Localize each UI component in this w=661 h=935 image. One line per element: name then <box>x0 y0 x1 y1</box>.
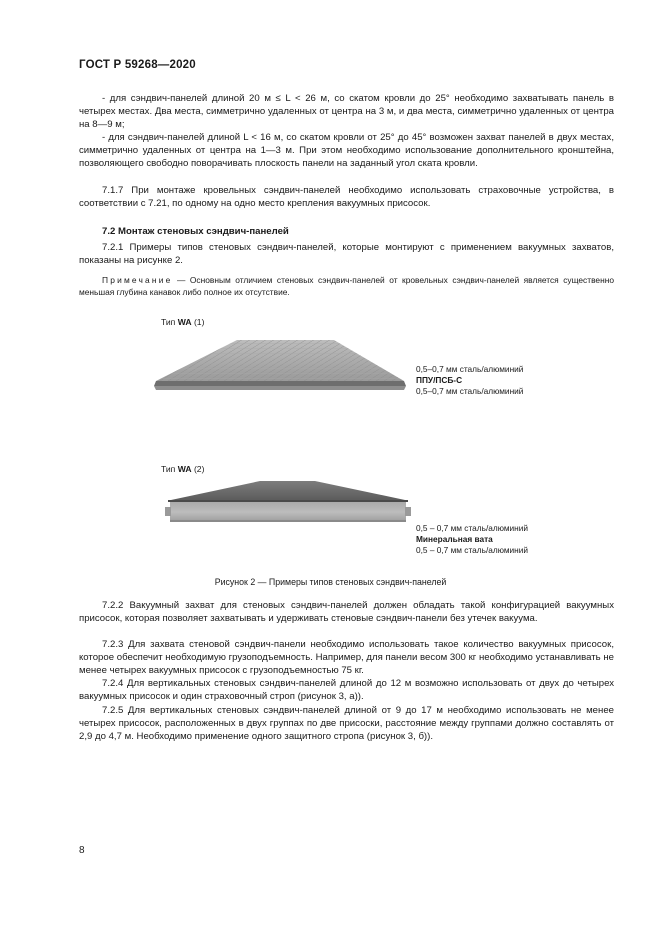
paragraph-7-2-4: 7.2.4 Для вертикальных стеновых сэндвич-панелей длиной до 12 м возможно использовать от двух до четырех вакуумных присосок и один страховочный строп (рисунок 3, а)). <box>79 678 614 702</box>
panel-wa1-image <box>152 336 410 394</box>
type1-label: Тип WA (1) <box>161 317 205 327</box>
paragraph-7-1-7: 7.1.7 При монтаже кровельных сэндвич-панелей необходимо использовать страховочные устройства, в соответствии с 7.21, по одному на одно место крепления вакуумных присосок. <box>79 185 614 209</box>
figure-caption: Рисунок 2 — Примеры типов стеновых сэндвич-панелей <box>214 577 447 587</box>
note-text: — Основным отличием стеновых сэндвич-панелей от кровельных сэндвич-панелей является существенно меньшая глубина канавок либо полное их отсутствие. <box>79 275 614 297</box>
type2-label: Тип WA (2) <box>161 464 205 474</box>
type2-specs: 0,5 – 0,7 мм сталь/алюминий Минеральная вата 0,5 – 0,7 мм сталь/алюминий <box>416 523 529 555</box>
page-number: 8 <box>79 845 85 856</box>
paragraph-7-2-3: 7.2.3 Для захвата стеновой сэндвич-панели необходимо использовать такое количество вакуумных присосок, которое обеспечит необходимую грузоподъемность. Например, для панели весом 300 кг необходимо устанавливать не менее четырех вакуумных присосок с грузоподъемностью 75 кг. <box>79 639 614 676</box>
type1-specs: 0,5–0,7 мм сталь/алюминий ППУ/ПСБ-С 0,5–0,7 мм сталь/алюминий <box>416 364 524 396</box>
paragraph-7-2-2: 7.2.2 Вакуумный захват для стеновых сэндвич-панелей должен обладать такой конфигурацией вакуумных присосок, которая позволяет захватывать и удерживать стеновые сэндвич-панели без утечек вакуума. <box>79 600 614 624</box>
paragraph-7-2-1: 7.2.1 Примеры типов стеновых сэндвич-панелей, которые монтируют с применением вакуумных захватов, показаны на рисунке 2. <box>79 242 614 266</box>
note <box>79 275 614 298</box>
panel-wa2-image <box>165 478 411 526</box>
note-label: Примечание <box>102 275 173 285</box>
paragraph-roof-16m: - для сэндвич-панелей длиной L < 16 м, со скатом кровли от 25° до 45° возможен захват панелей в двух местах, симметрично удаленных от центра на 1—3 м. При этом необходимо использование дополнительного кронштейна, позволяющего свободно поворачивать плоскость панели на заданный угол ската кровли. <box>79 132 614 169</box>
paragraph-roof-20-26m: - для сэндвич-панелей длиной 20 м ≤ L < 26 м, со скатом кровли до 25° необходимо захватывать панель в четырех местах. Два места, симметрично удаленных от центра на 3 м, и два места, симметрично удаленных от центра на 8—9 м; <box>79 93 614 130</box>
section-heading-7-2: 7.2 Монтаж стеновых сэндвич-панелей <box>102 226 289 237</box>
paragraph-7-2-5: 7.2.5 Для вертикальных стеновых сэндвич-панелей длиной от 9 до 17 м необходимо использовать не менее четырех присосок, расположенных в двух группах по две присоски, расстояние между группами должно составлять от 2,9 до 4,7 м. Необходимо применение одного защитного стропа (рисунок 3, б)). <box>79 705 614 742</box>
document-header: ГОСТ Р 59268—2020 <box>79 59 196 71</box>
